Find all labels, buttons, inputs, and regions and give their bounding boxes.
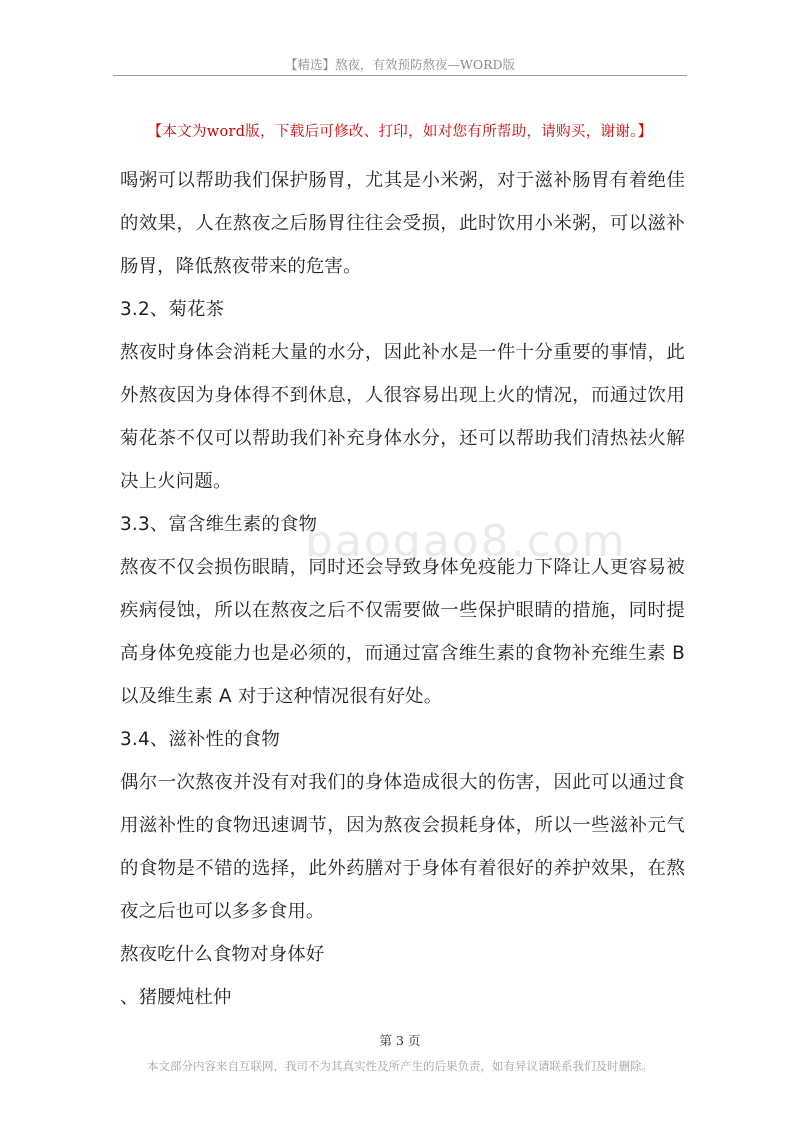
page-header: 【精选】熬夜，有效预防熬夜—WORD版 <box>284 57 516 72</box>
paragraph-vitamin-foods: 熬夜不仅会损伤眼睛，同时还会导致身体免疫能力下降让人更容易被疾病侵蚀，所以在熬夜之后不仅需要做一些保护眼睛的措施，同时提高身体免疫能力也是必须的，而通过富含维生素的食物补充维生素 B 以及维生素 A 对于这种情况很有好处。 <box>120 557 685 707</box>
footer-disclaimer: 本文部分内容来自互联网，我司不为其真实性及所产生的后果负责，如有异议请联系我们及时删除。 <box>147 1059 653 1073</box>
heading-chrysanthemum-tea: 3.2、菊花茶 <box>120 299 225 320</box>
heading-what-to-eat: 熬夜吃什么食物对身体好 <box>120 944 325 965</box>
document-body <box>120 159 685 1019</box>
header-divider <box>113 75 687 76</box>
paragraph-chrysanthemum-tea: 熬夜时身体会消耗大量的水分，因此补水是一件十分重要的事情，此外熬夜因为身体得不到休息，人很容易出现上火的情况，而通过饮用菊花茶不仅可以帮助我们补充身体水分，还可以帮助我们清热祛火解决上火问题。 <box>120 342 685 492</box>
paragraph-nourishing-foods: 偶尔一次熬夜并没有对我们的身体造成很大的伤害，因此可以通过食用滋补性的食物迅速调节，因为熬夜会损耗身体，所以一些滋补元气的食物是不错的选择，此外药膳对于身体有着很好的养护效果，在熬夜之后也可以多多食用。 <box>120 772 685 922</box>
heading-nourishing-foods: 3.4、滋补性的食物 <box>120 729 280 750</box>
heading-pork-kidney-duzhong: 、猪腰炖杜仲 <box>120 987 232 1008</box>
page-number: 第 3 页 <box>379 1033 421 1048</box>
paragraph-millet-porridge: 喝粥可以帮助我们保护肠胃，尤其是小米粥，对于滋补肠胃有着绝佳的效果，人在熬夜之后肠胃往往会受损，此时饮用小米粥，可以滋补肠胃，降低熬夜带来的危害。 <box>120 170 685 277</box>
watermark: baogao8.com <box>305 516 627 567</box>
heading-vitamin-foods: 3.3、富含维生素的食物 <box>120 514 318 535</box>
word-version-notice: 【本文为word版，下载后可修改、打印，如对您有所帮助，请购买，谢谢。】 <box>147 124 653 140</box>
